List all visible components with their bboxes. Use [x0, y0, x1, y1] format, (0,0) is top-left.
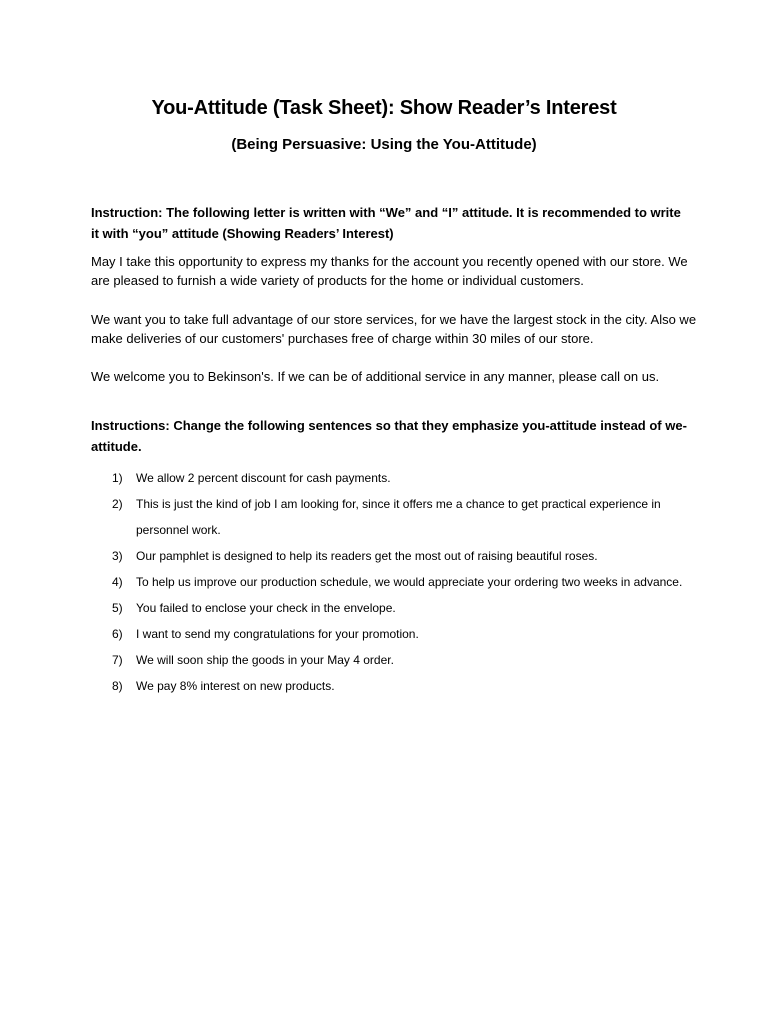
list-item-number: 7) [112, 653, 123, 667]
list-item [91, 491, 691, 543]
page-subtitle: (Being Persuasive: Using the You-Attitude) [231, 136, 537, 153]
list-item-number: 5) [112, 601, 123, 615]
list-item-number: 6) [112, 627, 123, 641]
list-item-number: 2) [112, 497, 123, 511]
letter-paragraph-2: We want you to take full advantage of our store services, for we have the largest stock in the city. Also we make deliveries of our customers' purchases free of charge within 30 miles of our store. [91, 312, 697, 346]
list-item-text: You failed to enclose your check in the envelope. [136, 601, 396, 615]
list-item-text: This is just the kind of job I am looking for, since it offers me a chance to get practical experience in personnel work. [136, 497, 661, 537]
list-item [91, 673, 691, 699]
letter-paragraph-3: We welcome you to Bekinson's. If we can be of additional service in any manner, please call on us. [91, 369, 660, 384]
list-item-text: We will soon ship the goods in your May 4 order. [136, 653, 394, 667]
list-item [91, 595, 691, 621]
sentence-list [91, 465, 691, 699]
list-item-text: Our pamphlet is designed to help its readers get the most out of raising beautiful roses. [136, 549, 598, 563]
list-item-text: We pay 8% interest on new products. [136, 679, 335, 693]
list-item [91, 647, 691, 673]
list-item-number: 4) [112, 575, 123, 589]
list-item-number: 1) [112, 471, 123, 485]
list-item-number: 3) [112, 549, 123, 563]
list-item-text: I want to send my congratulations for your promotion. [136, 627, 419, 641]
list-item-number: 8) [112, 679, 123, 693]
list-item [91, 569, 691, 595]
letter-paragraph-1: May I take this opportunity to express my thanks for the account you recently opened with our store. We are pleased to furnish a wide variety of products for the home or individual customers. [91, 254, 688, 288]
list-item [91, 543, 691, 569]
sentences-instruction: Instructions: Change the following sentences so that they emphasize you-attitude instead of we-attitude. [91, 418, 687, 454]
page-title: You-Attitude (Task Sheet): Show Reader’s Interest [151, 97, 617, 119]
letter-instruction: Instruction: The following letter is written with “We” and “I” attitude. It is recommended to write it with “you” attitude (Showing Readers’ Interest) [91, 205, 681, 241]
list-item [91, 465, 691, 491]
list-item-text: To help us improve our production schedule, we would appreciate your ordering two weeks in advance. [136, 575, 683, 589]
list-item [91, 621, 691, 647]
list-item-text: We allow 2 percent discount for cash payments. [136, 471, 391, 485]
